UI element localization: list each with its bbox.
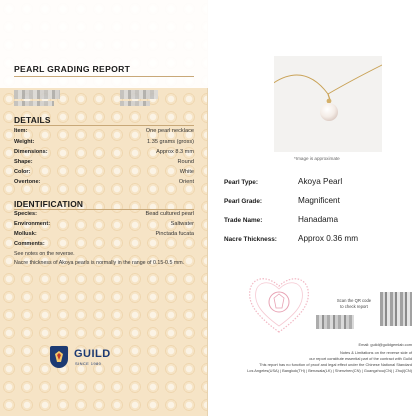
identification-divider	[14, 209, 194, 210]
spec-value: Magnificent	[298, 196, 340, 205]
details-heading: DETAILS	[14, 115, 51, 125]
pearl-necklace-image	[274, 56, 382, 152]
spec-label: Pearl Type:	[224, 179, 258, 186]
details-row-item	[14, 128, 194, 138]
spec-label: Pearl Grade:	[224, 198, 263, 205]
spec-pearl-grade	[224, 196, 410, 210]
details-row-color	[14, 169, 194, 179]
spec-nacre-thickness	[224, 234, 410, 248]
row-value: 1.35 grams (gross)	[147, 139, 194, 145]
footer-email: Email: guild@guildgemlab.com	[358, 342, 412, 347]
details-row-shape	[14, 159, 194, 169]
footer-line2: our report constitute essential part of the contract with Guild	[309, 356, 412, 361]
details-row-weight	[14, 139, 194, 149]
details-row-dimensions	[14, 149, 194, 159]
report-right-panel	[208, 0, 416, 416]
row-label: Overtone:	[14, 179, 41, 185]
row-label: Shape:	[14, 159, 33, 165]
qr-code[interactable]	[380, 292, 412, 326]
identification-heading: IDENTIFICATION	[14, 199, 84, 209]
row-value: Orient	[178, 179, 194, 185]
redacted-code	[316, 315, 354, 329]
title-bar	[0, 0, 208, 88]
row-label: Species:	[14, 211, 38, 217]
spec-value: Hanadama	[298, 215, 339, 224]
redacted-report-date	[120, 90, 158, 99]
identification-row-mollusk	[14, 231, 194, 241]
logo-name: GUILD	[74, 348, 111, 360]
row-label: Dimensions:	[14, 149, 48, 155]
identification-row-species	[14, 211, 194, 221]
spec-trade-name	[224, 215, 410, 229]
details-divider	[14, 125, 194, 126]
qr-label-line1: Scan the QR code	[336, 298, 372, 303]
row-label: Color:	[14, 169, 31, 175]
redacted-report-number	[14, 90, 60, 99]
heart-seal-watermark	[244, 268, 314, 338]
identification-row-environment	[14, 221, 194, 231]
guild-logo	[50, 346, 160, 370]
row-value: White	[179, 169, 194, 175]
report-title: PEARL GRADING REPORT	[14, 64, 131, 74]
comment-note-1: See notes on the reverse.	[14, 251, 75, 257]
title-divider	[14, 76, 194, 77]
row-label: Weight:	[14, 139, 35, 145]
logo-since: SINCE 1980	[75, 361, 102, 366]
pearl-photo	[274, 56, 382, 152]
redacted-subline	[14, 101, 54, 106]
row-value: Saltwater	[170, 221, 194, 227]
footer-line4: Los Angeles(USA) | Bangkok(TH) | Beruwala(LK) | Shenzhen(CN) | Guangzhou(CN) | Zhuji(CN)	[247, 368, 412, 373]
footer-line3: This report has no function of proof and legal effect under the Chinese National Standard	[259, 362, 412, 367]
row-value: Bead cultured pearl	[145, 211, 194, 217]
qr-label-line2: to check report	[340, 304, 368, 309]
shield-icon	[50, 346, 68, 368]
spec-value: Akoya Pearl	[298, 177, 343, 186]
redacted-subline-2	[120, 101, 150, 106]
qr-label	[332, 298, 376, 310]
row-label: Item:	[14, 128, 28, 134]
comments-label: Comments:	[14, 241, 45, 247]
row-value: Approx 8.3 mm	[156, 149, 194, 155]
spec-label: Trade Name:	[224, 217, 263, 224]
row-value: Pinctada fucata	[155, 231, 194, 237]
spec-value: Approx 0.36 mm	[298, 234, 359, 243]
row-value: Round	[177, 159, 194, 165]
row-value: One pearl necklace	[145, 128, 194, 134]
comment-note-2: Nacre thickness of Akoya pearls is normally in the range of 0.15-0.5 mm.	[14, 260, 185, 266]
details-row-overtone	[14, 179, 194, 189]
row-label: Environment:	[14, 221, 51, 227]
spec-pearl-type	[224, 177, 410, 191]
photo-caption: *Image is approximate	[294, 156, 340, 161]
row-label: Mollusk:	[14, 231, 37, 237]
spec-label: Nacre Thickness:	[224, 236, 277, 243]
footer-line1: Notes & Limitations on the reverse side of	[339, 350, 412, 355]
